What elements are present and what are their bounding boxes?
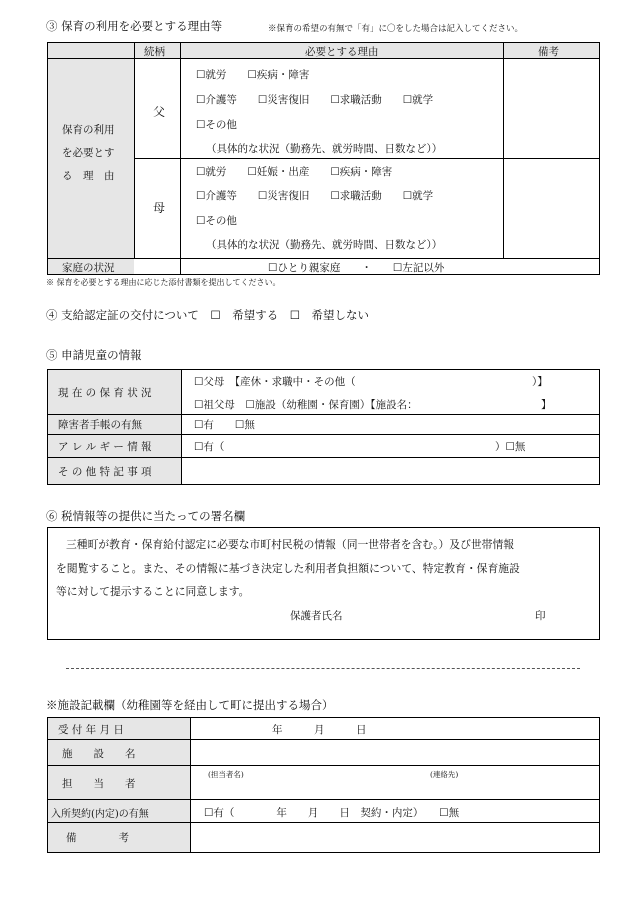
facility-name-label: 施 設 名 bbox=[62, 748, 136, 760]
staff-person-label: (担当者名) bbox=[208, 770, 244, 779]
family-options[interactable]: ☐ひとり親家庭 ・ ☐左記以外 bbox=[268, 262, 445, 274]
section6-heading: ⑥ 税情報等の提供に当たっての署名欄 bbox=[46, 509, 246, 523]
section4-heading[interactable]: ④ 支給認定証の交付について ☐ 希望する ☐ 希望しない bbox=[46, 308, 370, 322]
family-label: 家庭の状況 bbox=[62, 262, 115, 274]
section3-heading: ③ 保育の利用を必要とする理由等 bbox=[46, 19, 223, 33]
father-options-3[interactable]: ☐その他 bbox=[196, 119, 237, 131]
father-options-2[interactable]: ☐介護等 ☐災害復旧 ☐求職活動 ☐就学 bbox=[196, 94, 434, 106]
allergy-options[interactable]: ☐有（ bbox=[194, 441, 225, 453]
current-care-line2-end: 】 bbox=[541, 399, 552, 411]
received-date-label: 受 付 年 月 日 bbox=[58, 724, 124, 736]
consent-line-3: 等に対して提示することに同意します。 bbox=[56, 585, 250, 598]
contract-label: 入所契約(内定)の有無 bbox=[51, 809, 149, 820]
father-detail-note: （具体的な状況（勤務先、就労時間、日数など）） bbox=[206, 143, 443, 155]
reason-label-3: る 理 由 bbox=[62, 170, 115, 182]
allergy-end[interactable]: ）☐無 bbox=[495, 441, 526, 453]
col-relation: 続柄 bbox=[144, 46, 165, 58]
father-options-1[interactable]: ☐就労 ☐疾病・障害 bbox=[196, 69, 310, 81]
mother-options-2[interactable]: ☐介護等 ☐災害復旧 ☐求職活動 ☐就学 bbox=[196, 190, 434, 202]
mother-options-1[interactable]: ☐就労 ☐妊娠・出産 ☐疾病・障害 bbox=[196, 166, 393, 178]
reason-label-2: を必要とす bbox=[62, 147, 115, 159]
consent-line-1: 三種町が教育・保育給付認定に必要な市町村民税の情報（同一世帯者を含む。）及び世帯情報 bbox=[66, 538, 515, 551]
mother-options-3[interactable]: ☐その他 bbox=[196, 215, 237, 227]
allergy-label: ア レ ル ギ ー 情 報 bbox=[58, 441, 152, 453]
reason-label-1: 保育の利用 bbox=[62, 124, 115, 136]
contract-options[interactable]: ☐有（ 年 月 日 契約・内定） ☐無 bbox=[204, 807, 460, 819]
other-notes-label: そ の 他 特 記 事 項 bbox=[58, 466, 152, 478]
current-care-line1[interactable]: ☐父母 【産休・求職中・その他（ bbox=[194, 376, 356, 388]
facility-remarks-label: 備 考 bbox=[66, 832, 129, 844]
section3-note: ※保育の希望の有無で「有」に〇をした場合は記入してください。 bbox=[268, 24, 524, 34]
received-date-value[interactable]: 年 月 日 bbox=[272, 724, 367, 736]
staff-label: 担 当 者 bbox=[62, 778, 136, 790]
current-care-line2[interactable]: ☐祖父母 ☐施設（幼稚園・保育園）【施設名： bbox=[194, 399, 418, 411]
disability-options[interactable]: ☐有 ☐無 bbox=[194, 419, 255, 431]
col-remarks: 備考 bbox=[538, 46, 559, 58]
disability-label: 障害者手帳の有無 bbox=[58, 419, 142, 431]
section3-footnote: ※ 保育を必要とする理由に応じた添付書類を提出してください。 bbox=[46, 278, 281, 287]
consent-line-2: を閲覧すること。また、その情報に基づき決定した利用者負担額について、特定教育・保育施設 bbox=[56, 562, 520, 575]
staff-contact-label: (連絡先) bbox=[430, 770, 459, 779]
mother-label: 母 bbox=[153, 201, 166, 215]
seal-mark: 印 bbox=[535, 610, 546, 622]
guardian-name-label: 保護者氏名 bbox=[290, 610, 343, 622]
father-label: 父 bbox=[153, 105, 166, 119]
cut-line bbox=[66, 668, 580, 669]
mother-detail-note: （具体的な状況（勤務先、就労時間、日数など）） bbox=[206, 239, 443, 251]
col-reason: 必要とする理由 bbox=[305, 46, 379, 58]
section5-heading: ⑤ 申請児童の情報 bbox=[46, 348, 142, 362]
facility-heading: ※施設記載欄（幼稚園等を経由して町に提出する場合） bbox=[46, 698, 334, 712]
current-care-line1-end: ）】 bbox=[532, 376, 548, 388]
current-care-label: 現 在 の 保 育 状 況 bbox=[58, 387, 152, 399]
